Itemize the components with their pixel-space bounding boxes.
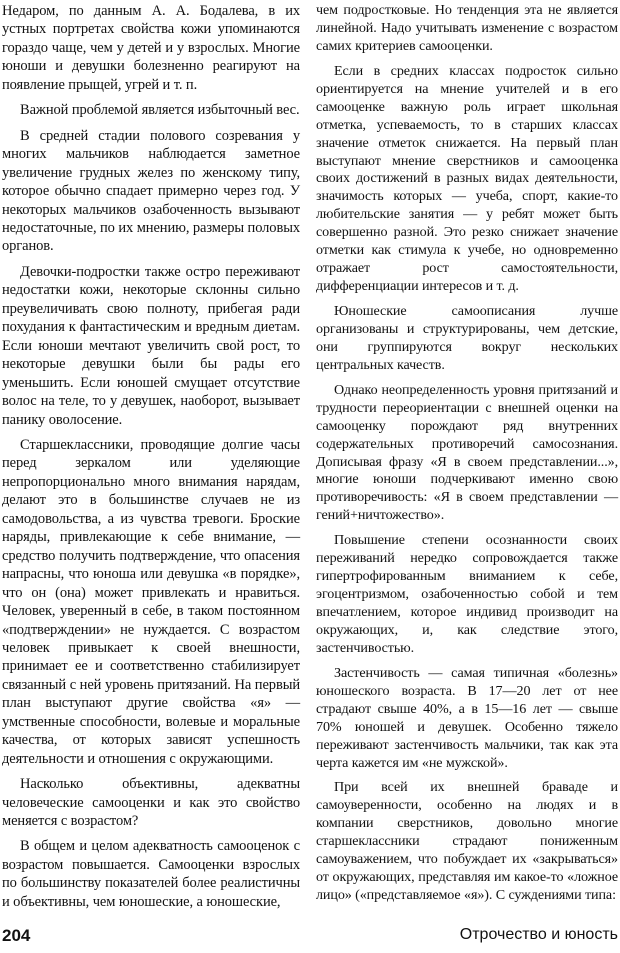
paragraph: Старшеклассники, проводящие долгие часы перед зеркалом или уделяющие непропорционально много внимания нарядам, делают это в большинстве случаев не из самодовольства, а из чувства тревоги. Броские наряды, привлекающие к себе внимание, — средство получить подтверждение, что опасения напрасны, что юноша или девушка «в порядке», что он (она) может привлекать и нравиться. Человек, уверенный в себе, в таком постоянном «подтверждении» не нуждается. С возрастом человек привыкает к своей внешности, принимает ее и соответственно стабилизирует связанный с ней уровень притязаний. На первый план выступают другие свойства «я» — умственные способности, волевые и моральные качества, от которых зависят успешность деятельности и отношения с окружающими. <box>2 436 300 767</box>
paragraph: Насколько объективны, адекватны человеческие самооценки и как это свойство меняется с возрастом? <box>2 776 300 830</box>
paragraph: Девочки-подростки также остро переживают недостатки кожи, некоторые склонны сильно преувеличивать свою полноту, прибегая ради похудания к фантастическим и вредным диетам. Если юноши мечтают увеличить свой рост, то некоторые девушки были бы рады его уменьшить. Если юношей смущает отсутствие волос на теле, то у девушек, наоборот, вызывает панику оволосение. <box>2 263 300 428</box>
paragraph: Юношеские самоописания лучше организованы и структурированы, чем детские, они группируются вокруг нескольких центральных качеств. <box>316 303 618 373</box>
paragraph-continuation: чем подростковые. Но тенденция эта не является линейной. Надо учитывать изменение с возрастом самих критериев самооценки. <box>316 2 618 54</box>
paragraph: Если в средних классах подросток сильно ориентируется на мнение учителей и в его самооценке важную роль играет школьная отметка, успеваемость, то в старших классах значение отметок снижается. На первый план выступают мнение сверстников и самооценка своих достижений в разных видах деятельности, значимость которых — учеба, спорт, какие-то любительские занятия — у ребят может быть совершенно разной. Это резко снижает значение отметки как стимула к учебе, но одновременно отражает рост самостоятельности, дифференциации интересов и т. д. <box>316 62 618 295</box>
right-text-column <box>316 2 618 912</box>
page-footer <box>2 926 618 952</box>
left-text-column <box>2 2 300 918</box>
paragraph: Застенчивость — самая типичная «болезнь» юношеского возраста. В 17—20 лет от нее страдают свыше 40%, а в 15—16 лет — свыше 70% юношей и девушек. Особенно тяжело переживают застенчивость мальчики, так как эта черта кажется им «не мужской». <box>316 664 618 771</box>
paragraph: Важной проблемой является избыточный вес. <box>20 102 300 119</box>
running-head: Отрочество и юность <box>459 926 618 943</box>
paragraph: При всей их внешней браваде и самоуверенности, особенно на людях и в компании сверстников, довольно многие старшеклассники страдают пониженным самоуважением, что побуждает их «закрываться» от окружающих, представляя им какое-то «ложное лицо» («представляемое «я»). С суждениями типа: <box>316 779 618 904</box>
paragraph: В общем и целом адекватность самооценок с возрастом повышается. Самооценки взрослых по большинству показателей более реалистичны и объективны, чем юношеские, а юношеские, <box>2 838 300 910</box>
paragraph: Недаром, по данным А. А. Бодалева, в их устных портретах свойства кожи упоминаются гораздо чаще, чем у детей и у взрослых. Многие юноши и девушки болезненно реагируют на появление прыщей, угрей и т. п. <box>2 3 300 93</box>
paragraph: В средней стадии полового созревания у многих мальчиков наблюдается заметное увеличение грудных желез по женскому типу, которое обычно спадает примерно через год. У некоторых мальчиков озабоченность вызывают недостаточные, по их мнению, размеры половых органов. <box>2 127 300 255</box>
paragraph: Повышение степени осознанности своих переживаний нередко сопровождается также гипертрофированным вниманием к себе, эгоцентризмом, озабоченностью собой и тем впечатлением, которое индивид производит на окружающих, и, как следствие этого, застенчивостью. <box>316 532 618 656</box>
paragraph: Однако неопределенность уровня притязаний и трудности переориентации с внешней оценки на самооценку порождают ряд внутренних содержательных противоречий самосознания. Дописывая фразу «Я в своем представлении...», многие юноши подчеркивают именно свою противоречивость: «Я в своем представлении — гений+ничтожество». <box>316 381 618 524</box>
page-number: 204 <box>2 926 31 945</box>
